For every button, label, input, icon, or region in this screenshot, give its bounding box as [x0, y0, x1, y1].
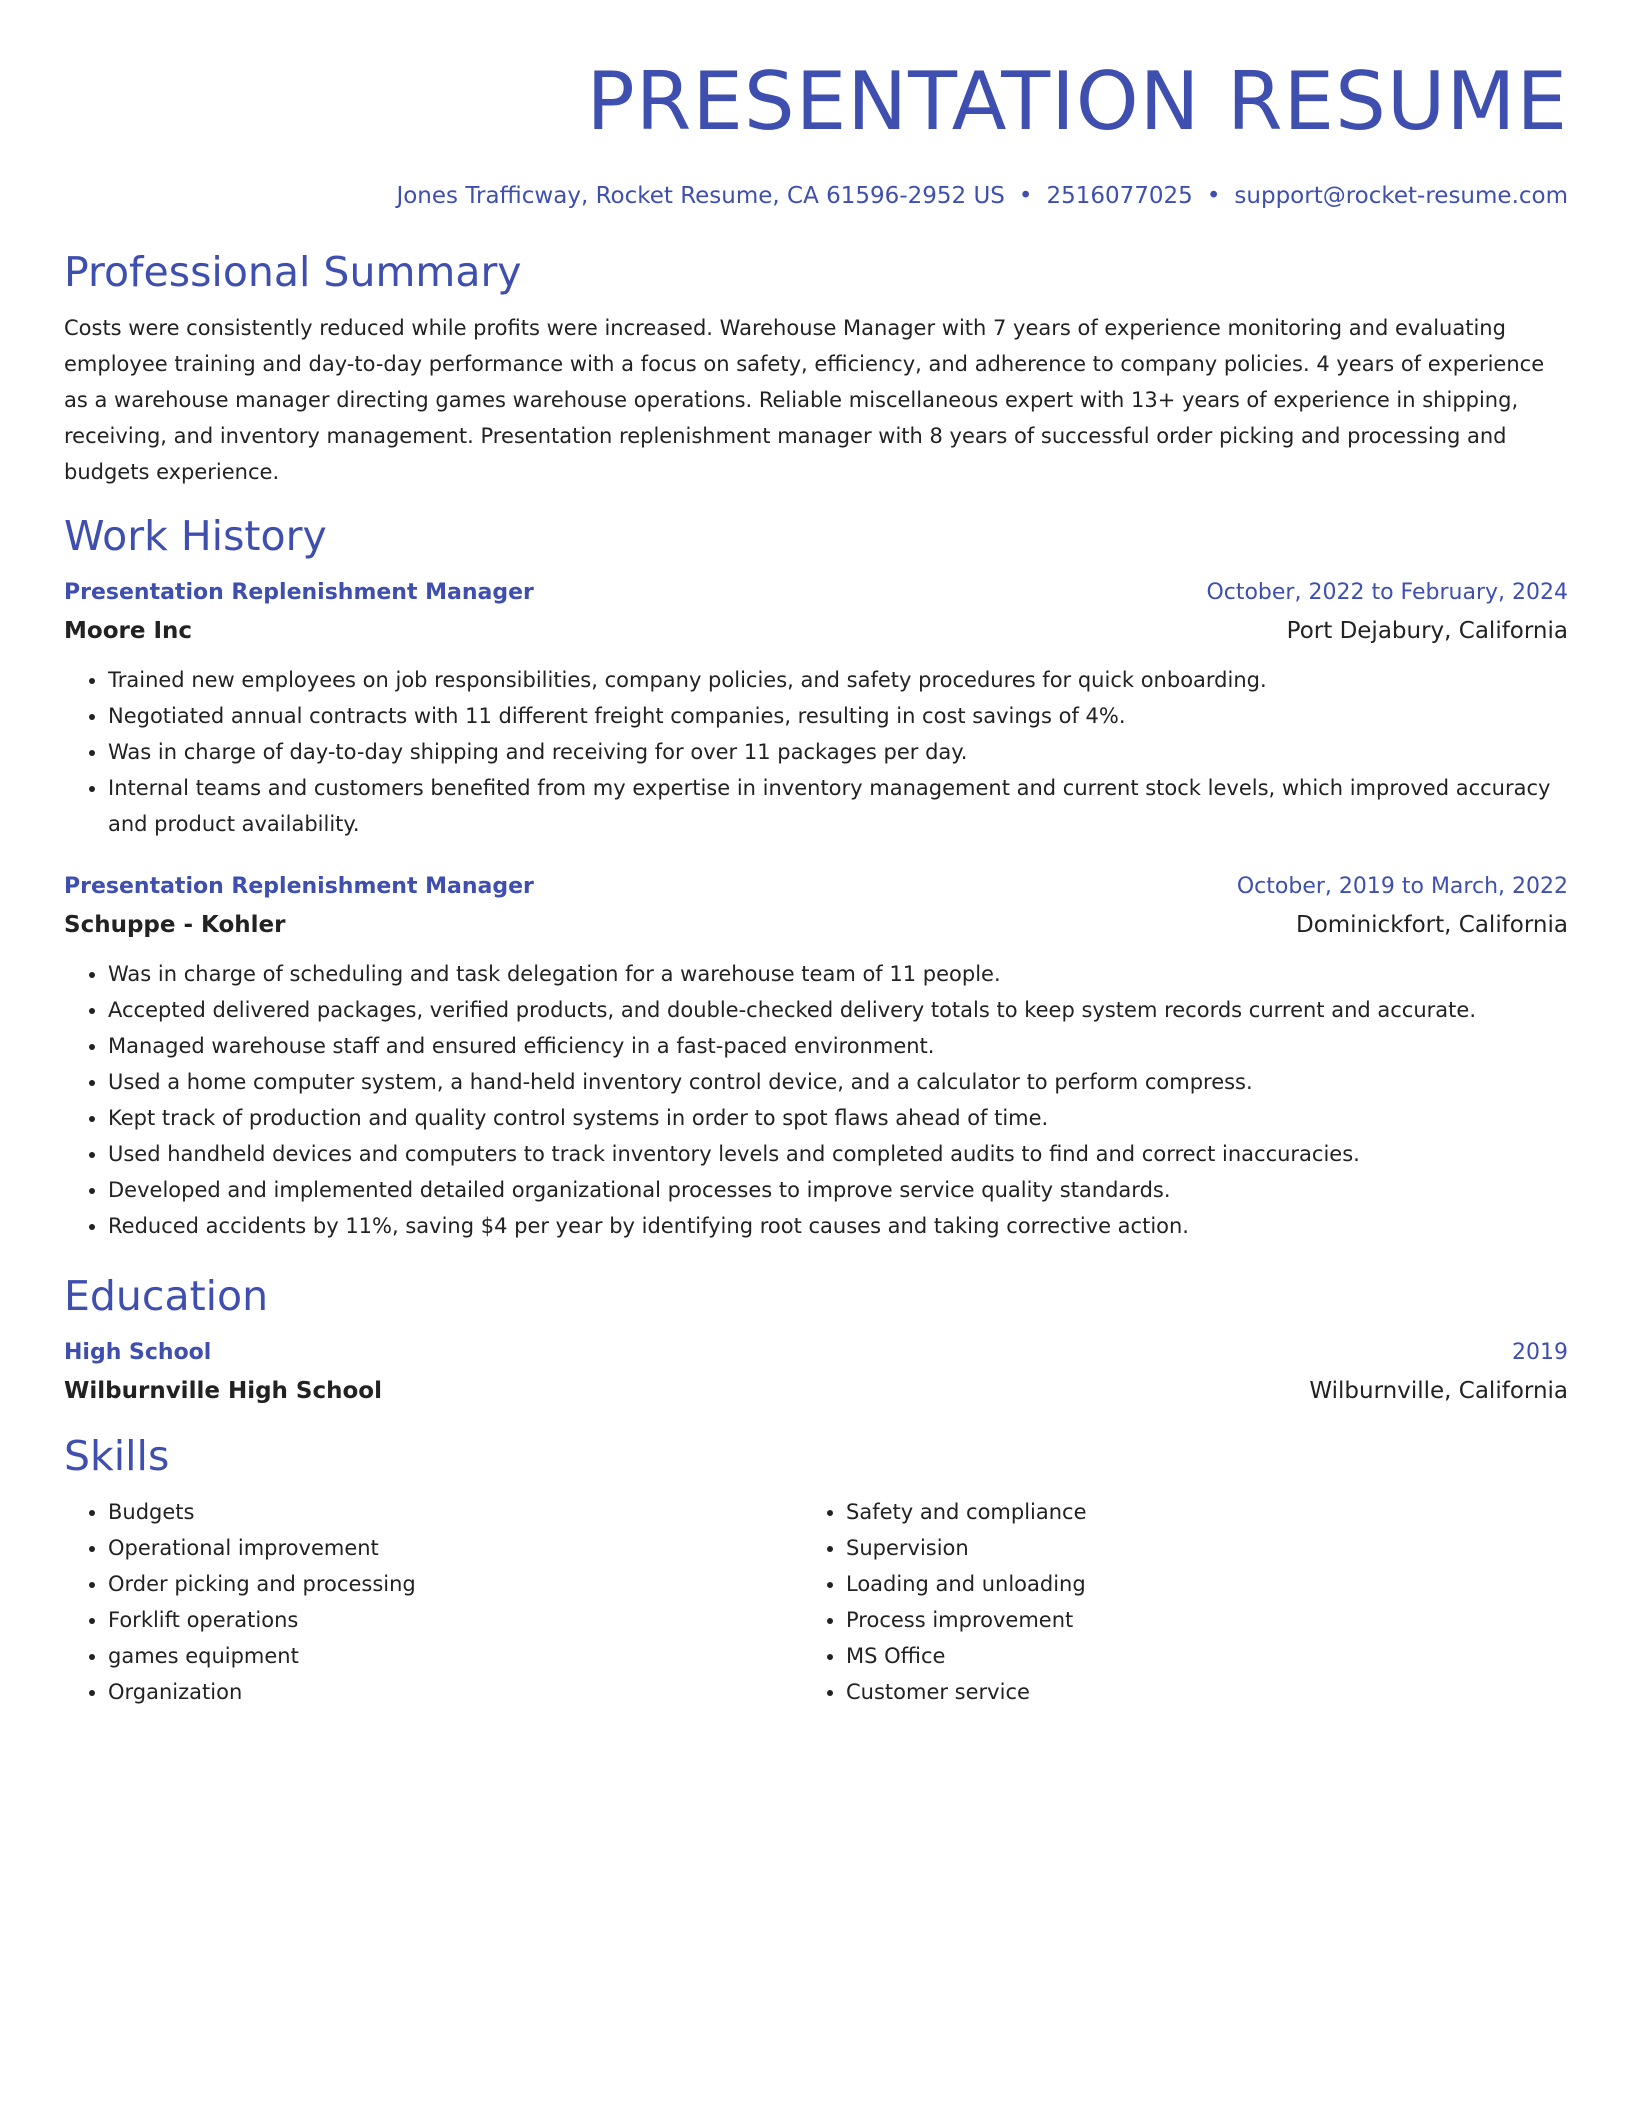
job-company-row	[64, 612, 1568, 650]
resume-header	[64, 52, 1568, 212]
contact-phone: 2516077025	[1046, 183, 1193, 209]
skill-item: • Loading and unloading	[846, 1566, 1540, 1602]
education-degree: High School	[64, 1340, 212, 1365]
job-role: Presentation Replenishment Manager	[64, 580, 534, 605]
education-school-row	[64, 1372, 1568, 1410]
skills-list	[802, 1494, 1540, 1710]
job-company: Schuppe - Kohler	[64, 912, 286, 938]
job-bullet: • Developed and implemented detailed organizational processes to improve service quality standards.	[108, 1172, 1568, 1208]
skill-item: • Forklift operations	[108, 1602, 802, 1638]
education-school: Wilburnville High School	[64, 1378, 382, 1404]
job-bullet: • Negotiated annual contracts with 11 different freight companies, resulting in cost savings of 4%.	[108, 698, 1568, 734]
job-bullet: • Was in charge of scheduling and task delegation for a warehouse team of 11 people.	[108, 956, 1568, 992]
job-bullets	[64, 662, 1568, 842]
job-bullet: • Kept track of production and quality control systems in order to spot flaws ahead of time.	[108, 1100, 1568, 1136]
education-entry	[64, 1334, 1568, 1410]
job-bullet: • Managed warehouse staff and ensured efficiency in a fast-paced environment.	[108, 1028, 1568, 1064]
job-bullet: • Was in charge of day-to-day shipping and receiving for over 11 packages per day.	[108, 734, 1568, 770]
job-bullet: • Internal teams and customers benefited from my expertise in inventory management and current stock levels, which improved accuracy and product availability.	[108, 770, 1568, 842]
job-bullets	[64, 956, 1568, 1244]
skills-column-right	[802, 1494, 1540, 1710]
education-heading: Education	[64, 1272, 269, 1320]
education-location: Wilburnville, California	[1309, 1378, 1568, 1404]
skill-item: • games equipment	[108, 1638, 802, 1674]
education-section	[64, 1270, 1568, 1410]
skill-item: • MS Office	[846, 1638, 1540, 1674]
job-role: Presentation Replenishment Manager	[64, 874, 534, 899]
job-company: Moore Inc	[64, 618, 193, 644]
job-title-row	[64, 868, 1568, 906]
summary-heading: Professional Summary	[64, 248, 522, 296]
job-bullet: • Trained new employees on job responsibilities, company policies, and safety procedures for quick onboarding.	[108, 662, 1568, 698]
skill-item: • Customer service	[846, 1674, 1540, 1710]
skills-grid	[64, 1494, 1568, 1710]
contact-email: support@rocket-resume.com	[1234, 183, 1568, 209]
work-history-section	[64, 510, 1568, 1244]
skills-list	[64, 1494, 802, 1710]
job-bullet: • Used a home computer system, a hand-held inventory control device, and a calculator to perform compress.	[108, 1064, 1568, 1100]
job-dates: October, 2019 to March, 2022	[1236, 874, 1568, 899]
job-entry	[64, 574, 1568, 842]
work-history-heading: Work History	[64, 512, 327, 560]
contact-line	[64, 180, 1568, 212]
skill-item: • Safety and compliance	[846, 1494, 1540, 1530]
contact-separator: •	[1206, 183, 1221, 209]
job-entry	[64, 868, 1568, 1244]
contact-address: Jones Trafficway, Rocket Resume, CA 61596-2952 US	[396, 183, 1005, 209]
job-bullet: • Reduced accidents by 11%, saving $4 per year by identifying root causes and taking corrective action.	[108, 1208, 1568, 1244]
candidate-name: PRESENTATION RESUME	[586, 55, 1568, 148]
contact-separator: •	[1018, 183, 1033, 209]
job-company-row	[64, 906, 1568, 944]
job-location: Port Dejabury, California	[1286, 618, 1568, 644]
skill-item: • Organization	[108, 1674, 802, 1710]
job-location: Dominickfort, California	[1296, 912, 1568, 938]
education-year: 2019	[1512, 1340, 1568, 1365]
job-title-row	[64, 574, 1568, 612]
skill-item: • Order picking and processing	[108, 1566, 802, 1602]
skills-section	[64, 1430, 1568, 1710]
skill-item: • Supervision	[846, 1530, 1540, 1566]
summary-text: Costs were consistently reduced while profits were increased. Warehouse Manager with 7 years of experience monitoring and evaluating employee training and day-to-day performance with a focus on safety, efficiency, and adherence to company policies. 4 years of experience as a warehouse manager directing games warehouse operations. Reliable miscellaneous expert with 13+ years of experience in shipping, receiving, and inventory management. Presentation replenishment manager with 8 years of successful order picking and processing and budgets experience.	[64, 316, 1545, 484]
education-degree-row	[64, 1334, 1568, 1372]
skills-column-left	[64, 1494, 802, 1710]
skill-item: • Operational improvement	[108, 1530, 802, 1566]
job-bullet: • Accepted delivered packages, verified products, and double-checked delivery totals to keep system records current and accurate.	[108, 992, 1568, 1028]
skill-item: • Budgets	[108, 1494, 802, 1530]
job-dates: October, 2022 to February, 2024	[1206, 580, 1568, 605]
professional-summary-section	[64, 246, 1568, 490]
job-bullet: • Used handheld devices and computers to track inventory levels and completed audits to find and correct inaccuracies.	[108, 1136, 1568, 1172]
skills-heading: Skills	[64, 1432, 170, 1480]
skill-item: • Process improvement	[846, 1602, 1540, 1638]
